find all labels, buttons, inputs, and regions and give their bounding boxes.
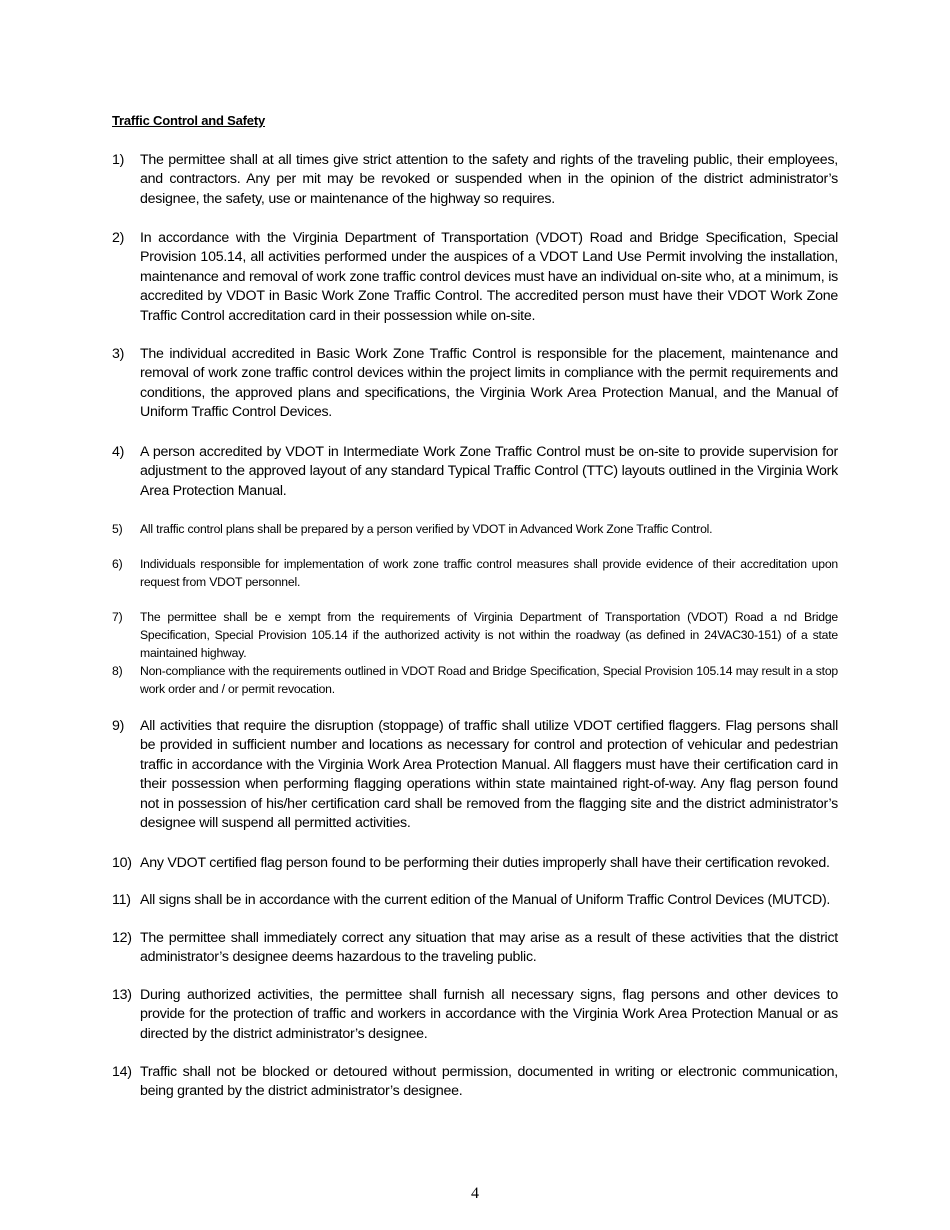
list-item <box>112 229 838 326</box>
item-number: 5) <box>112 522 123 536</box>
item-text: The permittee shall at all times give strict attention to the safety and rights of the traveling public, their employees, and contractors. Any per mit may be revoked or suspended when in the opinion of the district administrator’s designee, the safety, use or maintenance of the highway so requires. <box>140 152 838 207</box>
item-number: 8) <box>112 664 123 678</box>
item-text: The permittee shall be e xempt from the requirements of Virginia Department of Transportation (VDOT) Road a nd Bridge Specification, Special Provision 105.14 if the authorized activity is not within the roadway (as defined in 24VAC30-151) of a state maintained highway. <box>140 610 838 660</box>
item-number: 1) <box>112 152 125 168</box>
item-number: 3) <box>112 346 125 362</box>
list-item <box>112 929 838 968</box>
item-number: 9) <box>112 718 125 734</box>
item-number: 14) <box>112 1064 132 1080</box>
item-text: All signs shall be in accordance with the current edition of the Manual of Uniform Traffic Control Devices (MUTCD). <box>140 892 831 908</box>
item-number: 13) <box>112 987 132 1003</box>
list-item <box>112 555 838 591</box>
list-item <box>112 443 838 501</box>
item-number: 4) <box>112 444 125 460</box>
list-item <box>112 151 838 209</box>
list-item <box>112 717 838 833</box>
item-text: Individuals responsible for implementation of work zone traffic control measures shall provide evidence of their accreditation upon request from VDOT personnel. <box>140 557 838 589</box>
item-text: The permittee shall immediately correct any situation that may arise as a result of these activities that the district administrator’s designee deems hazardous to the traveling public. <box>140 930 838 966</box>
list-item <box>112 854 838 873</box>
item-text: During authorized activities, the permittee shall furnish all necessary signs, flag persons and other devices to provide for the protection of traffic and workers in accordance with the Virginia Work Area Protection Manual or as directed by the district administrator’s designee. <box>140 987 838 1042</box>
item-text: The individual accredited in Basic Work Zone Traffic Control is responsible for the placement, maintenance and removal of work zone traffic control devices within the project limits in compliance with the permit requirements and conditions, the approved plans and specifications, the Virginia Work Area Protection Manual, and the Manual of Uniform Traffic Control Devices. <box>140 346 838 421</box>
list-item <box>112 1063 838 1102</box>
item-number: 10) <box>112 855 132 871</box>
item-text: In accordance with the Virginia Department of Transportation (VDOT) Road and Bridge Specification, Special Provision 105.14, all activities performed under the auspices of a VDOT Land Use Permit involving the installation, maintenance and removal of work zone traffic control devices must have an individual on-site who, at a minimum, is accredited by VDOT in Basic Work Zone Traffic Control. The accredited person must have their VDOT Work Zone Traffic Control accreditation card in their possession while on-site. <box>140 230 838 324</box>
item-number: 7) <box>112 610 123 624</box>
item-number: 11) <box>112 892 131 908</box>
item-number: 12) <box>112 930 132 946</box>
item-text: All activities that require the disruption (stoppage) of traffic shall utilize VDOT certified flaggers. Flag persons shall be provided in sufficient number and locations as necessary for control and protection of vehicular and pedestrian traffic in accordance with the Virginia Work Area Protection Manual. All flaggers must have their certification card in their possession when performing flagging operations within state maintained right-of-way. Any flag person found not in possession of his/her certification card shall be removed from the flagging site and the district administrator’s designee will suspend all permitted activities. <box>140 718 838 832</box>
list-item <box>112 608 838 662</box>
list-item <box>112 520 838 538</box>
list-item <box>112 345 838 423</box>
item-number: 2) <box>112 230 125 246</box>
item-text: All traffic control plans shall be prepared by a person verified by VDOT in Advanced Work Zone Traffic Control. <box>140 522 713 536</box>
list-item <box>112 986 838 1044</box>
item-number: 6) <box>112 557 123 571</box>
page-number: 4 <box>471 1185 479 1202</box>
item-text: A person accredited by VDOT in Intermediate Work Zone Traffic Control must be on-site to provide supervision for adjustment to the approved layout of any standard Typical Traffic Control (TTC) layouts outlined in the Virginia Work Area Protection Manual. <box>140 444 838 499</box>
list-item <box>112 891 838 910</box>
section-heading: Traffic Control and Safety <box>112 113 265 128</box>
item-text: Non-compliance with the requirements outlined in VDOT Road and Bridge Specification, Special Provision 105.14 may result in a stop work order and / or permit revocation. <box>140 664 838 696</box>
list-item <box>112 662 838 698</box>
item-text: Traffic shall not be blocked or detoured without permission, documented in writing or electronic communication, being granted by the district administrator’s designee. <box>140 1064 838 1100</box>
item-text: Any VDOT certified flag person found to be performing their duties improperly shall have their certification revoked. <box>140 855 830 871</box>
